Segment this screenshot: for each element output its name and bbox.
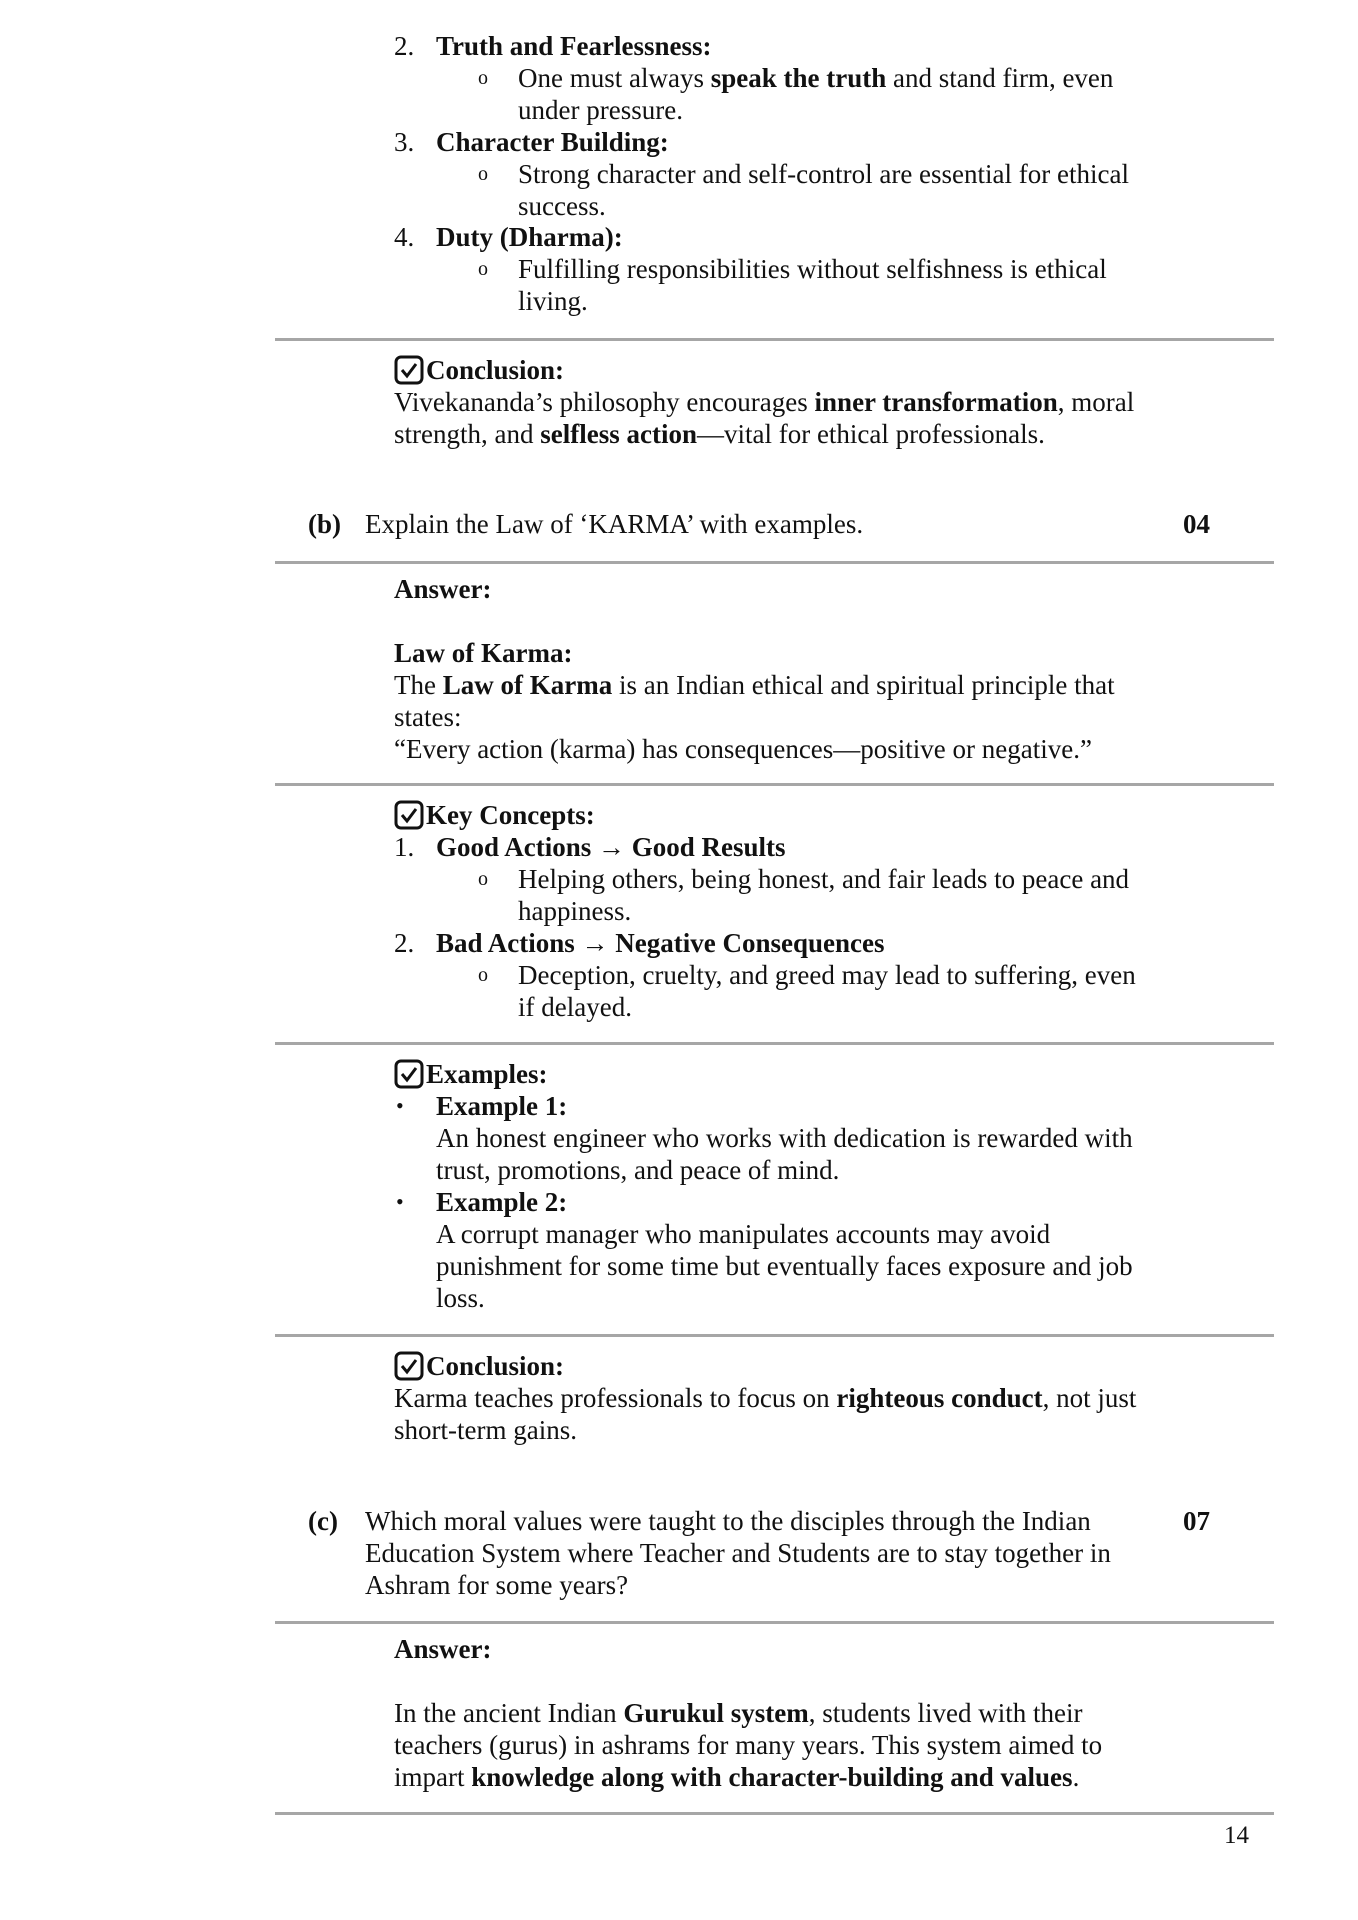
example-title: Example 2: [436, 1187, 568, 1217]
divider [275, 1812, 1274, 1815]
question-marks: 04 [1183, 509, 1210, 539]
divider [275, 1621, 1274, 1624]
list-number: 4. [394, 222, 415, 252]
sub-bullet: o [478, 964, 488, 986]
example-text: loss. [436, 1283, 485, 1313]
key-concepts-heading: Key Concepts: [394, 799, 595, 831]
divider [275, 1334, 1274, 1337]
question-text: Explain the Law of ‘KARMA’ with examples. [365, 509, 864, 539]
answer-quote: “Every action (karma) has consequences—positive or negative.” [394, 734, 1092, 764]
question-text: Which moral values were taught to the disciples through the Indian [365, 1506, 1091, 1536]
list-item-title: Duty (Dharma): [436, 222, 623, 252]
list-item-title: Good Actions → Good Results [436, 832, 786, 862]
example-title: Example 1: [436, 1091, 568, 1121]
question-label: (c) [308, 1506, 338, 1536]
divider [275, 1042, 1274, 1045]
divider [275, 338, 1274, 341]
sub-bullet: o [478, 163, 488, 185]
divider [275, 561, 1274, 564]
question-text: Education System where Teacher and Students are to stay together in [365, 1538, 1111, 1568]
sub-item-text: under pressure. [518, 95, 683, 125]
answer-label: Answer: [394, 574, 492, 604]
conclusion-text: Karma teaches professionals to focus on righteous conduct, not just [394, 1383, 1137, 1413]
conclusion-text: short-term gains. [394, 1415, 577, 1445]
sub-bullet: o [478, 868, 488, 890]
list-item-title: Bad Actions → Negative Consequences [436, 928, 885, 958]
conclusion-text: Vivekananda’s philosophy encourages inner transformation, moral [394, 387, 1135, 417]
sub-item-text: if delayed. [518, 992, 632, 1022]
example-text: A corrupt manager who manipulates accounts may avoid [436, 1219, 1051, 1249]
sub-item-text: living. [518, 286, 588, 316]
section-heading: Law of Karma: [394, 638, 573, 668]
question-marks: 07 [1183, 1506, 1210, 1536]
conclusion-heading: Conclusion: [394, 354, 564, 386]
list-item-title: Truth and Fearlessness: [436, 31, 712, 61]
checkbox-checked-icon [394, 1351, 424, 1381]
answer-text: In the ancient Indian Gurukul system, students lived with their [394, 1698, 1083, 1728]
answer-text: states: [394, 702, 462, 732]
conclusion-heading: Conclusion: [394, 1350, 564, 1382]
sub-item-text: One must always speak the truth and stand firm, even [518, 63, 1114, 93]
divider [275, 783, 1274, 786]
example-text: An honest engineer who works with dedication is rewarded with [436, 1123, 1133, 1153]
checkbox-checked-icon [394, 800, 424, 830]
sub-item-text: Fulfilling responsibilities without selfishness is ethical [518, 254, 1107, 284]
examples-heading: Examples: [394, 1058, 548, 1090]
checkbox-checked-icon [394, 355, 424, 385]
answer-text: The Law of Karma is an Indian ethical and spiritual principle that [394, 670, 1115, 700]
example-text: punishment for some time but eventually faces exposure and job [436, 1251, 1133, 1281]
sub-item-text: Helping others, being honest, and fair leads to peace and [518, 864, 1130, 894]
checkbox-checked-icon [394, 1059, 424, 1089]
list-number: 1. [394, 832, 415, 862]
answer-text: impart knowledge along with character-building and values. [394, 1762, 1080, 1792]
bullet-dot-icon: • [396, 1189, 404, 1214]
sub-item-text: happiness. [518, 896, 632, 926]
sub-bullet: o [478, 67, 488, 89]
sub-bullet: o [478, 258, 488, 280]
page-number: 14 [1224, 1822, 1249, 1849]
list-number: 3. [394, 127, 415, 157]
sub-item-text: success. [518, 191, 606, 221]
example-text: trust, promotions, and peace of mind. [436, 1155, 840, 1185]
answer-label: Answer: [394, 1634, 492, 1664]
question-label: (b) [308, 509, 341, 539]
list-number: 2. [394, 928, 415, 958]
answer-text: teachers (gurus) in ashrams for many years. This system aimed to [394, 1730, 1103, 1760]
sub-item-text: Strong character and self-control are essential for ethical [518, 159, 1129, 189]
bullet-dot-icon: • [396, 1093, 404, 1118]
question-text: Ashram for some years? [365, 1570, 629, 1600]
list-number: 2. [394, 31, 415, 61]
sub-item-text: Deception, cruelty, and greed may lead to suffering, even [518, 960, 1136, 990]
list-item-title: Character Building: [436, 127, 669, 157]
conclusion-text: strength, and selfless action—vital for ethical professionals. [394, 419, 1045, 449]
